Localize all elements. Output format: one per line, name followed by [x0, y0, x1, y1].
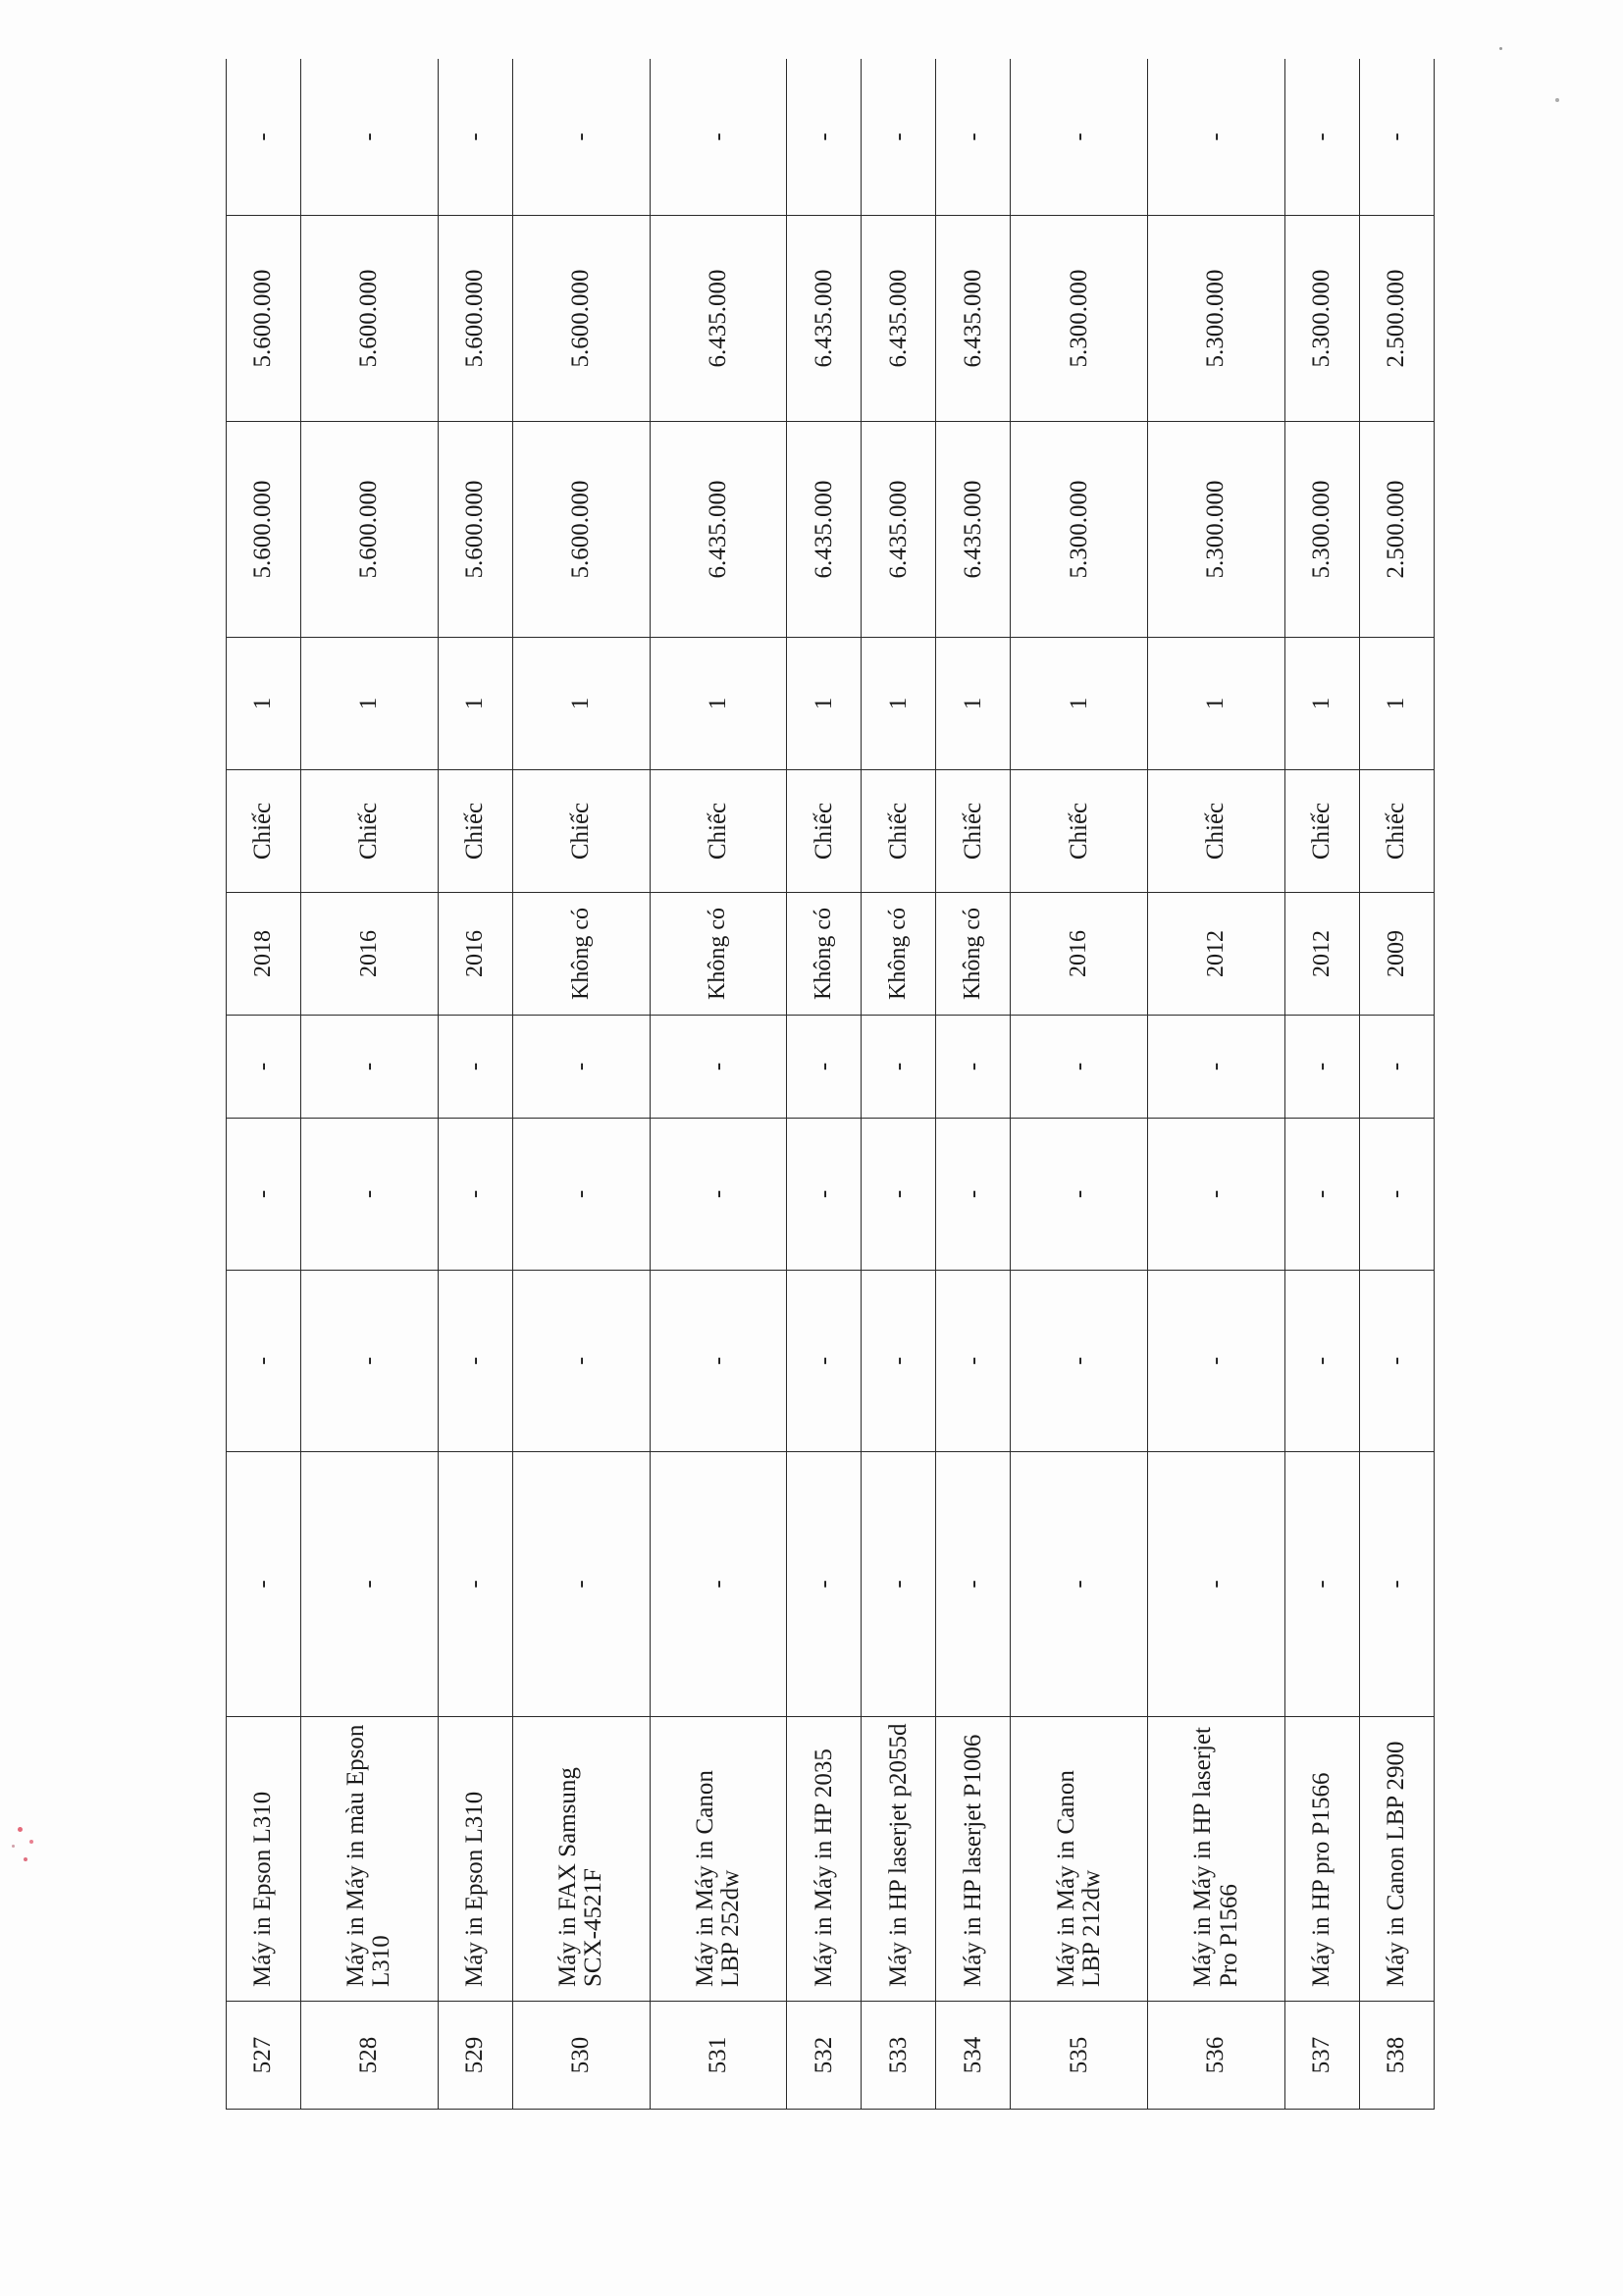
stt-cell: 537	[1284, 2002, 1359, 2110]
col5-cell: -	[1284, 1119, 1359, 1271]
col4-cell: -	[1011, 1271, 1148, 1452]
col3-cell: -	[227, 1452, 301, 1717]
col4-cell: -	[1359, 1271, 1434, 1452]
col5-cell: -	[936, 1119, 1011, 1271]
original-value-cell: 6.435.000	[862, 422, 936, 638]
col6-cell: -	[1148, 1016, 1285, 1119]
quantity-cell: 1	[227, 638, 301, 770]
col12-cell: -	[862, 59, 936, 216]
item-name-cell: Máy in FAX Samsung SCX-4521F	[512, 1717, 650, 2002]
quantity-cell: 1	[862, 638, 936, 770]
year-cell: 2009	[1359, 893, 1434, 1016]
col5-cell: -	[862, 1119, 936, 1271]
quantity-cell: 1	[438, 638, 512, 770]
table-row	[1011, 59, 1148, 2110]
col4-cell: -	[438, 1271, 512, 1452]
col4-cell: -	[1284, 1271, 1359, 1452]
col3-cell: -	[787, 1452, 862, 1717]
unit-cell: Chiếc	[650, 770, 787, 893]
scan-speck	[29, 1840, 33, 1844]
original-value-cell: 5.600.000	[512, 422, 650, 638]
original-value-cell: 5.300.000	[1011, 422, 1148, 638]
col12-cell: -	[1359, 59, 1434, 216]
col3-cell: -	[438, 1452, 512, 1717]
table-viewport	[226, 59, 1435, 2110]
col3-cell: -	[512, 1452, 650, 1717]
unit-cell: Chiếc	[862, 770, 936, 893]
col12-cell: -	[512, 59, 650, 216]
original-value-cell: 5.600.000	[438, 422, 512, 638]
stt-cell: 538	[1359, 2002, 1434, 2110]
col3-cell: -	[1148, 1452, 1285, 1717]
stt-cell: 530	[512, 2002, 650, 2110]
col6-cell: -	[227, 1016, 301, 1119]
quantity-cell: 1	[936, 638, 1011, 770]
remaining-value-cell: 5.300.000	[1148, 216, 1285, 422]
scan-speck	[1555, 98, 1559, 102]
scan-speck	[12, 1845, 15, 1848]
stt-cell: 531	[650, 2002, 787, 2110]
col5-cell: -	[512, 1119, 650, 1271]
table-row	[438, 59, 512, 2110]
table-row	[787, 59, 862, 2110]
unit-cell: Chiếc	[512, 770, 650, 893]
col3-cell: -	[936, 1452, 1011, 1717]
col6-cell: -	[300, 1016, 438, 1119]
col5-cell: -	[1148, 1119, 1285, 1271]
col4-cell: -	[787, 1271, 862, 1452]
unit-cell: Chiếc	[936, 770, 1011, 893]
item-name-cell: Máy in HP pro P1566	[1284, 1717, 1359, 2002]
item-name-cell: Máy in Epson L310	[227, 1717, 301, 2002]
original-value-cell: 6.435.000	[936, 422, 1011, 638]
stt-cell: 532	[787, 2002, 862, 2110]
stt-cell: 527	[227, 2002, 301, 2110]
original-value-cell: 5.300.000	[1148, 422, 1285, 638]
scan-speck	[1499, 47, 1502, 50]
table-row	[1148, 59, 1285, 2110]
year-cell: Không có	[512, 893, 650, 1016]
remaining-value-cell: 6.435.000	[936, 216, 1011, 422]
unit-cell: Chiếc	[1011, 770, 1148, 893]
year-cell: 2012	[1148, 893, 1285, 1016]
item-name-cell: Máy in Máy in HP 2035	[787, 1717, 862, 2002]
col6-cell: -	[936, 1016, 1011, 1119]
col3-cell: -	[1011, 1452, 1148, 1717]
remaining-value-cell: 6.435.000	[862, 216, 936, 422]
col12-cell: -	[1011, 59, 1148, 216]
col12-cell: -	[438, 59, 512, 216]
remaining-value-cell: 5.600.000	[438, 216, 512, 422]
item-name-cell: Máy in HP laserjet P1006	[936, 1717, 1011, 2002]
col5-cell: -	[787, 1119, 862, 1271]
item-name-cell: Máy in Máy in Canon LBP 212dw	[1011, 1717, 1148, 2002]
scan-speck	[18, 1827, 23, 1832]
table-row	[1359, 59, 1434, 2110]
col6-cell: -	[1284, 1016, 1359, 1119]
original-value-cell: 6.435.000	[787, 422, 862, 638]
remaining-value-cell: 2.500.000	[1359, 216, 1434, 422]
year-cell: 2012	[1284, 893, 1359, 1016]
unit-cell: Chiếc	[1284, 770, 1359, 893]
col12-cell: -	[227, 59, 301, 216]
original-value-cell: 6.435.000	[650, 422, 787, 638]
quantity-cell: 1	[650, 638, 787, 770]
original-value-cell: 5.600.000	[300, 422, 438, 638]
remaining-value-cell: 5.300.000	[1284, 216, 1359, 422]
quantity-cell: 1	[300, 638, 438, 770]
col5-cell: -	[1359, 1119, 1434, 1271]
item-name-cell: Máy in Máy in HP laserjet Pro P1566	[1148, 1717, 1285, 2002]
item-name-cell: Máy in Epson L310	[438, 1717, 512, 2002]
unit-cell: Chiếc	[227, 770, 301, 893]
remaining-value-cell: 5.600.000	[512, 216, 650, 422]
year-cell: 2016	[300, 893, 438, 1016]
asset-table	[226, 59, 1435, 2110]
scan-speck	[24, 1857, 27, 1861]
year-cell: Không có	[787, 893, 862, 1016]
col12-cell: -	[300, 59, 438, 216]
year-cell: Không có	[650, 893, 787, 1016]
remaining-value-cell: 5.600.000	[300, 216, 438, 422]
col6-cell: -	[650, 1016, 787, 1119]
item-name-cell: Máy in HP laserjet p2055d	[862, 1717, 936, 2002]
quantity-cell: 1	[1011, 638, 1148, 770]
col3-cell: -	[650, 1452, 787, 1717]
stt-cell: 528	[300, 2002, 438, 2110]
col12-cell: -	[1284, 59, 1359, 216]
col4-cell: -	[862, 1271, 936, 1452]
original-value-cell: 5.600.000	[227, 422, 301, 638]
remaining-value-cell: 5.300.000	[1011, 216, 1148, 422]
stt-cell: 534	[936, 2002, 1011, 2110]
col4-cell: -	[936, 1271, 1011, 1452]
col6-cell: -	[1011, 1016, 1148, 1119]
col6-cell: -	[1359, 1016, 1434, 1119]
col6-cell: -	[512, 1016, 650, 1119]
stt-cell: 535	[1011, 2002, 1148, 2110]
quantity-cell: 1	[512, 638, 650, 770]
quantity-cell: 1	[787, 638, 862, 770]
col4-cell: -	[227, 1271, 301, 1452]
unit-cell: Chiếc	[300, 770, 438, 893]
col4-cell: -	[1148, 1271, 1285, 1452]
col3-cell: -	[862, 1452, 936, 1717]
col3-cell: -	[1359, 1452, 1434, 1717]
table-row	[1284, 59, 1359, 2110]
col4-cell: -	[650, 1271, 787, 1452]
col5-cell: -	[300, 1119, 438, 1271]
table-row	[862, 59, 936, 2110]
col6-cell: -	[438, 1016, 512, 1119]
unit-cell: Chiếc	[1359, 770, 1434, 893]
col12-cell: -	[650, 59, 787, 216]
original-value-cell: 2.500.000	[1359, 422, 1434, 638]
unit-cell: Chiếc	[787, 770, 862, 893]
year-cell: 2016	[438, 893, 512, 1016]
year-cell: 2018	[227, 893, 301, 1016]
table-row	[227, 59, 301, 2110]
table-row	[650, 59, 787, 2110]
col4-cell: -	[300, 1271, 438, 1452]
item-name-cell: Máy in Canon LBP 2900	[1359, 1717, 1434, 2002]
remaining-value-cell: 6.435.000	[787, 216, 862, 422]
stt-cell: 536	[1148, 2002, 1285, 2110]
col3-cell: -	[300, 1452, 438, 1717]
col5-cell: -	[438, 1119, 512, 1271]
stt-cell: 529	[438, 2002, 512, 2110]
item-name-cell: Máy in Máy in Canon LBP 252dw	[650, 1717, 787, 2002]
stt-cell: 533	[862, 2002, 936, 2110]
col12-cell: -	[787, 59, 862, 216]
col6-cell: -	[862, 1016, 936, 1119]
col12-cell: -	[936, 59, 1011, 216]
col6-cell: -	[787, 1016, 862, 1119]
table-row	[936, 59, 1011, 2110]
col12-cell: -	[1148, 59, 1285, 216]
col3-cell: -	[1284, 1452, 1359, 1717]
year-cell: 2016	[1011, 893, 1148, 1016]
col4-cell: -	[512, 1271, 650, 1452]
year-cell: Không có	[936, 893, 1011, 1016]
quantity-cell: 1	[1148, 638, 1285, 770]
year-cell: Không có	[862, 893, 936, 1016]
quantity-cell: 1	[1359, 638, 1434, 770]
col5-cell: -	[227, 1119, 301, 1271]
rotated-table-wrapper	[226, 59, 1435, 2110]
table-row	[300, 59, 438, 2110]
unit-cell: Chiếc	[1148, 770, 1285, 893]
remaining-value-cell: 5.600.000	[227, 216, 301, 422]
table-row	[512, 59, 650, 2110]
col5-cell: -	[1011, 1119, 1148, 1271]
quantity-cell: 1	[1284, 638, 1359, 770]
original-value-cell: 5.300.000	[1284, 422, 1359, 638]
remaining-value-cell: 6.435.000	[650, 216, 787, 422]
unit-cell: Chiếc	[438, 770, 512, 893]
item-name-cell: Máy in Máy in màu Epson L310	[300, 1717, 438, 2002]
col5-cell: -	[650, 1119, 787, 1271]
